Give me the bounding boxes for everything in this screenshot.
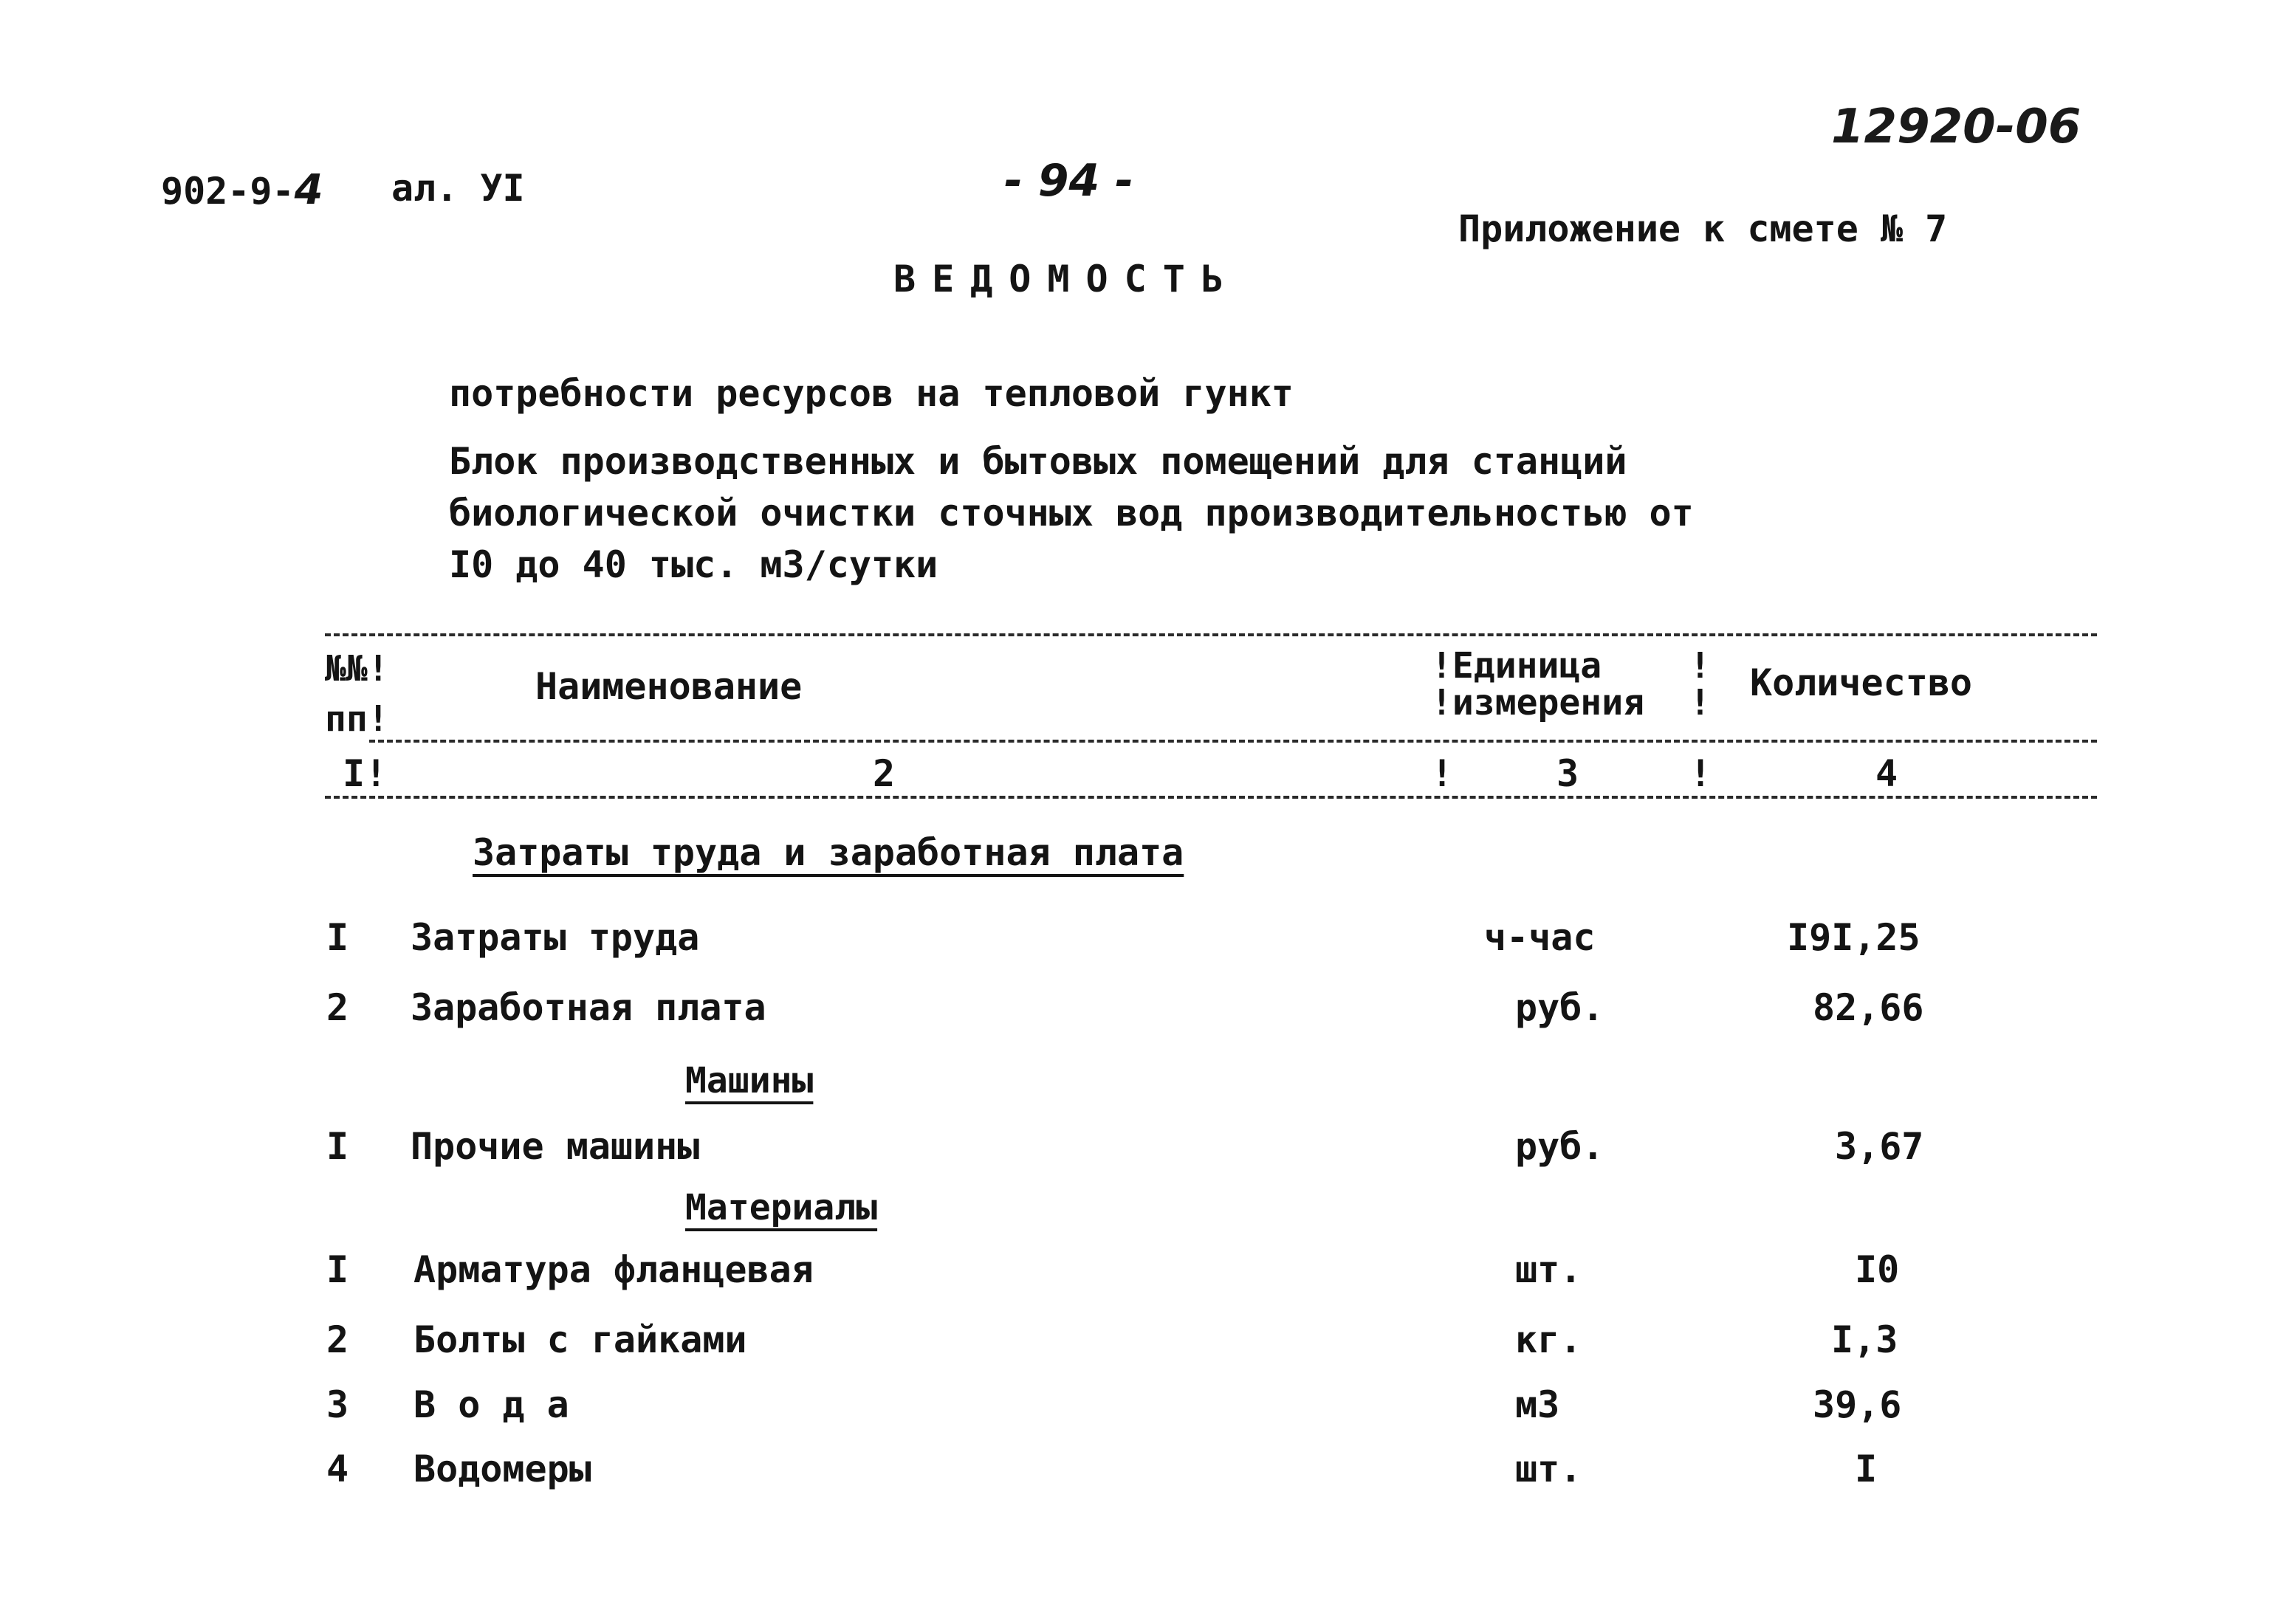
- row-quantity: 82,66: [1813, 986, 1924, 1029]
- doc-code: 902-9-4: [161, 166, 323, 214]
- column-separator-2: !: [1689, 752, 1712, 795]
- row-quantity: 39,6: [1813, 1383, 1902, 1426]
- row-name: Заработная плата: [411, 986, 766, 1029]
- appendix-note: Приложение к смете № 7: [1458, 207, 1948, 250]
- row-quantity: 3,67: [1835, 1125, 1924, 1168]
- row-quantity: I: [1855, 1448, 1878, 1490]
- column-number-3: 3: [1556, 752, 1579, 795]
- row-unit: м3: [1515, 1383, 1560, 1426]
- subtitle-line-4: I0 до 40 тыс. м3/сутки: [449, 543, 938, 586]
- section-title-machines: Машины: [685, 1060, 814, 1101]
- row-quantity: I0: [1855, 1248, 1900, 1291]
- header-unit-label-1: !Единица: [1431, 645, 1602, 687]
- row-number: 2: [326, 986, 349, 1029]
- row-unit: шт.: [1515, 1448, 1582, 1490]
- row-quantity: I,3: [1831, 1318, 1898, 1361]
- header-num-label-1: №№!: [325, 648, 389, 689]
- row-name: Прочие машины: [411, 1125, 700, 1168]
- row-unit: руб.: [1515, 1125, 1604, 1168]
- row-name: Болты с гайками: [413, 1318, 747, 1361]
- row-unit: ч-час: [1484, 916, 1596, 959]
- row-name: В о д а: [413, 1383, 569, 1426]
- column-separator-1: !: [1431, 752, 1454, 795]
- page-number: - 94 -: [1004, 155, 1134, 207]
- row-name: Водомеры: [413, 1448, 591, 1490]
- row-unit: шт.: [1515, 1248, 1582, 1291]
- header-quantity: Количество: [1750, 661, 1973, 704]
- subtitle-line-2: Блок производственных и бытовых помещений для станций: [449, 440, 1627, 483]
- row-unit: кг.: [1515, 1318, 1582, 1361]
- column-number-2: 2: [873, 752, 896, 795]
- row-number: I: [326, 1248, 349, 1291]
- row-number: 4: [326, 1448, 349, 1490]
- row-name: Арматура фланцевая: [413, 1248, 814, 1291]
- row-quantity: I9I,25: [1787, 916, 1921, 959]
- subtitle-line-3: биологической очистки сточных вод производительностью от: [449, 492, 1694, 534]
- row-number: I: [326, 1125, 349, 1168]
- row-number: 3: [326, 1383, 349, 1426]
- table-header-bottom-rule: [325, 796, 2097, 799]
- section-title-labor: Затраты труда и заработная плата: [473, 831, 1184, 874]
- header-name: Наименование: [535, 665, 803, 708]
- section-title-materials: Материалы: [685, 1187, 878, 1228]
- document-title: ВЕДОМОСТЬ: [893, 258, 1240, 300]
- subtitle-line-1: потребности ресурсов на тепловой гункт: [449, 372, 1294, 415]
- column-number-1: I!: [343, 752, 388, 795]
- album-number: ал. УI: [391, 167, 525, 210]
- header-unit-label-2: !измерения: [1431, 682, 1644, 723]
- header-num-label-2: пп!: [325, 698, 389, 740]
- header-separator-1: !: [1689, 645, 1711, 687]
- row-number: 2: [326, 1318, 349, 1361]
- row-unit: руб.: [1515, 986, 1604, 1029]
- row-name: Затраты труда: [411, 916, 700, 959]
- row-number: I: [326, 916, 349, 959]
- column-number-4: 4: [1875, 752, 1898, 795]
- table-top-rule: [325, 633, 2097, 636]
- archive-number: 12920-06: [1831, 100, 2081, 154]
- header-divider-rule: [369, 740, 2097, 743]
- header-separator-2: !: [1689, 682, 1711, 723]
